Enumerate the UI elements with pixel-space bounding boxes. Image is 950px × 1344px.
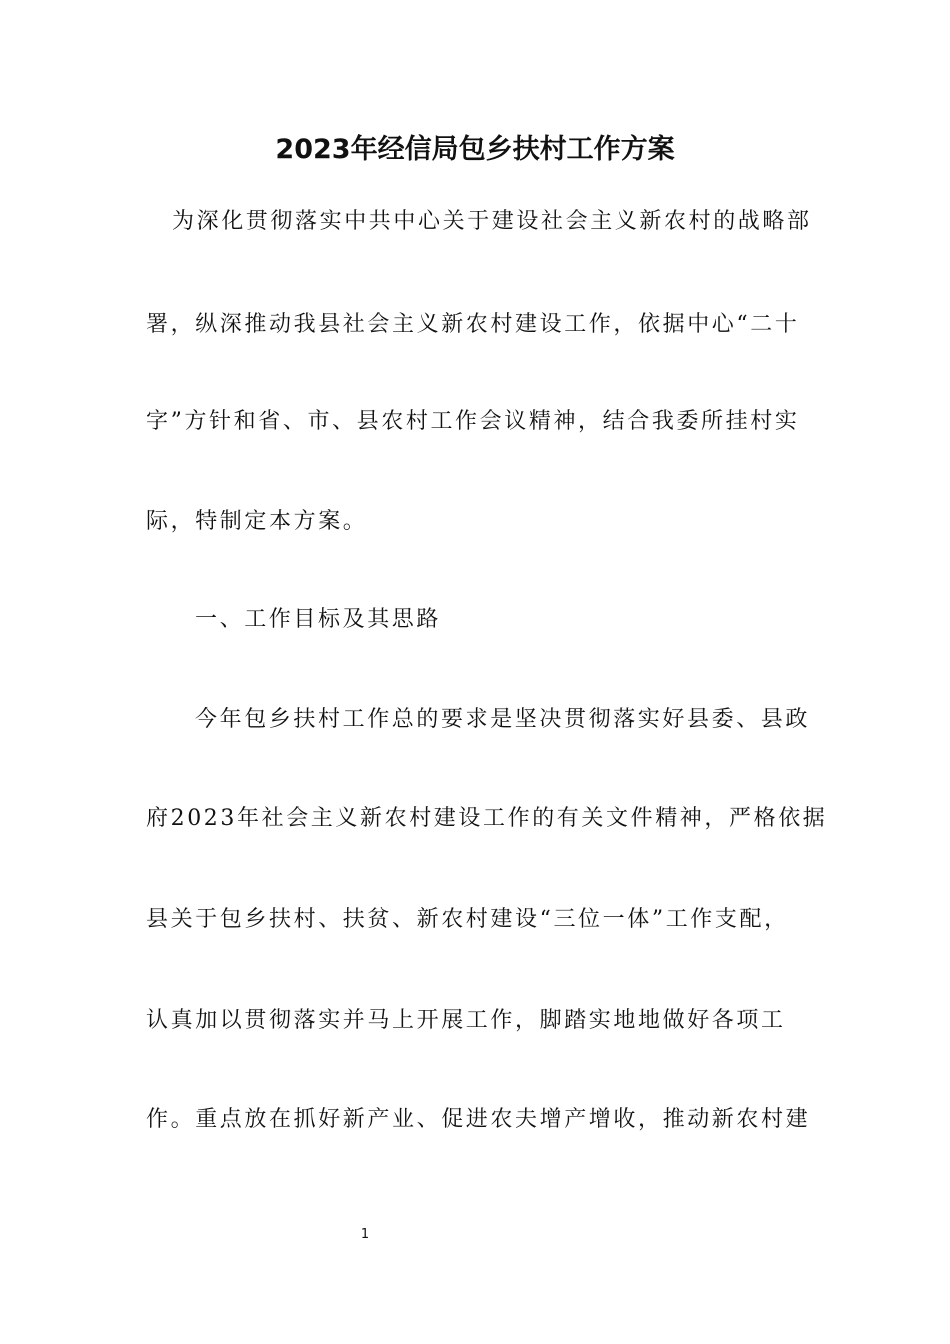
paragraph-line: 今年包乡扶村工作总的要求是坚决贯彻落实好县委、县政	[195, 707, 811, 732]
paragraph-line: 字”方针和省、市、县农村工作会议精神，结合我委所挂村实	[146, 409, 800, 434]
section-heading: 一、工作目标及其思路	[195, 607, 442, 632]
paragraph-line: 府2023年社会主义新农村建设工作的有关文件精神，严格依据	[146, 806, 828, 831]
page-number: 1	[360, 1227, 370, 1242]
paragraph-line: 县关于包乡扶村、扶贫、新农村建设“三位一体”工作支配，	[146, 907, 789, 932]
paragraph-line: 认真加以贯彻落实并马上开展工作，脚踏实地地做好各项工	[146, 1008, 786, 1033]
paragraph-line: 为深化贯彻落实中共中心关于建设社会主义新农村的战略部	[172, 209, 812, 234]
document-title: 2023年经信局包乡扶村工作方案	[275, 134, 675, 165]
paragraph-line: 署，纵深推动我县社会主义新农村建设工作，依据中心“二十	[146, 312, 800, 337]
paragraph-line: 作。重点放在抓好新产业、促进农夫增产增收，推动新农村建	[146, 1107, 811, 1132]
paragraph-line: 际，特制定本方案。	[146, 509, 368, 534]
